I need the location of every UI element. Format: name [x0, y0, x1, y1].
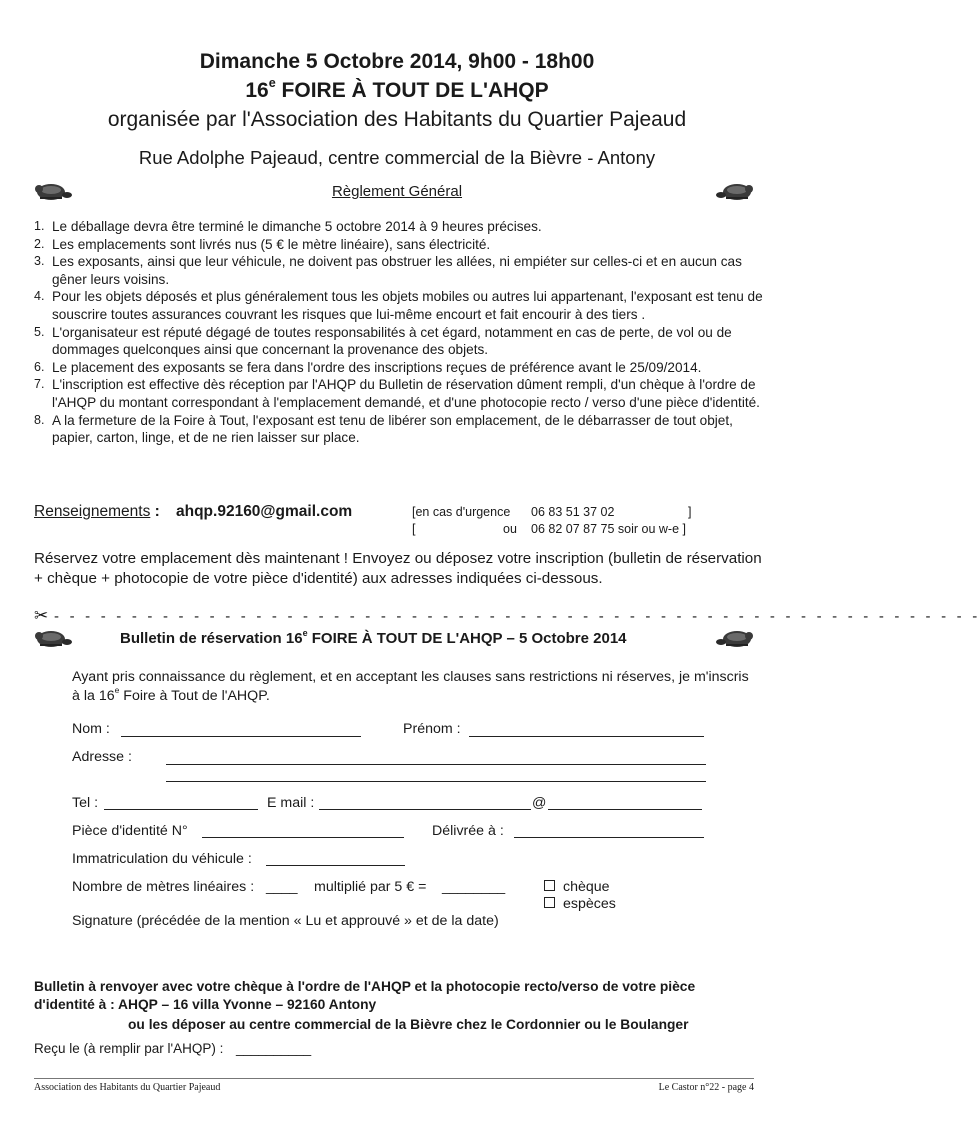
rules-list	[34, 218, 764, 447]
tel-label: Tel :	[72, 795, 99, 811]
immat-field[interactable]	[266, 865, 405, 866]
rule-text: Le déballage devra être terminé le dimanche 5 octobre 2014 à 9 heures précises.	[52, 219, 542, 234]
rule-text: L'inscription est effective dès réception par l'AHQP du Bulletin de réservation dûment rempli, d'un chèque à l'ordre de l'AHQP du montant correspondant à l'emplacement demandé, et d'une photocopie recto / verso d'une pièce d'identité.	[52, 377, 760, 410]
metres-field[interactable]: ____	[266, 879, 298, 895]
beaver-icon	[716, 627, 754, 649]
rule-text: Le placement des exposants se fera dans l'ordre des inscriptions reçues de préférence avant le 25/09/2014.	[52, 359, 702, 375]
list-item	[34, 376, 764, 411]
adresse-field-2[interactable]	[166, 781, 706, 782]
rule-number: 5.	[34, 324, 45, 339]
reglement-title: Règlement Général	[331, 183, 463, 200]
email-field-domain[interactable]	[548, 809, 702, 810]
rule-number: 7.	[34, 377, 45, 392]
rule-text: Pour les objets déposés et plus généralement tous les objets mobiles ou autres lui appartenant, l'exposant est tenu de souscrire toutes assurances couvrant les risques que lui-même encourt et fait encourir à des tiers .	[52, 289, 763, 322]
adresse-field-1[interactable]	[166, 764, 706, 765]
metres-label: Nombre de mètres linéaires :	[72, 879, 255, 895]
send-instructions-line3: ou les déposer au centre commercial de la Bièvre chez le Cordonnier ou le Boulanger	[128, 1017, 689, 1032]
event-edition-number: 16	[245, 79, 269, 102]
cut-line: - - - - - - - - - - - - - - - - - - - - - - - - - - - - - - - - - - - - - - - - - - - - - - - - - - - - - - - - - - - -	[54, 608, 980, 625]
total-field[interactable]: ________	[442, 879, 506, 895]
especes-checkbox[interactable]	[544, 897, 555, 908]
tel-field[interactable]	[104, 809, 258, 810]
list-item	[34, 288, 764, 323]
bulletin-title	[120, 627, 627, 647]
especes-option[interactable]	[544, 896, 616, 912]
delivree-field[interactable]	[514, 837, 704, 838]
contact-label-text: Renseignements	[34, 503, 151, 520]
piece-label: Pièce d'identité N°	[72, 823, 188, 839]
prenom-field[interactable]	[469, 736, 704, 737]
at-sign: @	[532, 795, 547, 811]
scissors-icon: ✂	[34, 606, 49, 625]
bulletin-title-a: Bulletin de réservation 16	[120, 630, 303, 647]
cheque-checkbox[interactable]	[544, 880, 555, 891]
list-item	[34, 359, 764, 377]
recu-field[interactable]: __________	[236, 1041, 312, 1056]
list-item	[34, 412, 764, 447]
rule-number: 3.	[34, 254, 45, 269]
reserve-paragraph: Réservez votre emplacement dès maintenant ! Envoyez ou déposez votre inscription (bulletin de réservation + chèque + photocopie de votre pièce d'identité) aux adresses indiquées ci-dessous.	[34, 550, 762, 587]
event-name-text: FOIRE À TOUT DE L'AHQP	[275, 79, 549, 102]
rule-number: 6.	[34, 359, 45, 374]
location-line: Rue Adolphe Pajeaud, centre commercial de la Bièvre - Antony	[138, 147, 656, 168]
rule-number: 1.	[34, 219, 45, 233]
immat-label: Immatriculation du véhicule :	[72, 851, 252, 867]
send-instructions-line1: Bulletin à renvoyer avec votre chèque à l'ordre de l'AHQP et la photocopie recto/verso de votre pièce	[34, 979, 696, 994]
nom-field[interactable]	[121, 736, 361, 737]
list-item	[34, 253, 764, 288]
multiplie-label: multiplié par 5 € =	[314, 879, 427, 895]
rule-number: 4.	[34, 289, 45, 304]
rule-number: 2.	[34, 236, 45, 251]
footer-page: Le Castor n°22 - page 4	[658, 1082, 754, 1093]
organizer-line: organisée par l'Association des Habitants du Quartier Pajeaud	[107, 108, 687, 131]
urgence-bracket-close: ]	[688, 505, 692, 519]
bulletin-intro-a: Ayant pris connaissance du règlement, et en acceptant les clauses sans restrictions ni réserves, je m'inscris à la 16	[72, 669, 749, 704]
rule-text: Les exposants, ainsi que leur véhicule, ne doivent pas obstruer les allées, ni empiéter sur celles-ci et en aucun cas gêner leurs voisins.	[52, 254, 742, 287]
beaver-icon	[34, 627, 72, 649]
recu-label: Reçu le (à remplir par l'AHQP) :	[34, 1041, 224, 1056]
nom-label: Nom :	[72, 721, 110, 737]
footer-divider	[34, 1078, 754, 1079]
urgence-phone-1: 06 83 51 37 02	[531, 505, 615, 519]
especes-label: espèces	[563, 896, 616, 912]
delivree-label: Délivrée à :	[432, 823, 504, 839]
bulletin-intro-sup: e	[114, 684, 120, 695]
rule-text: Les emplacements sont livrés nus (5 € le mètre linéaire), sans électricité.	[52, 236, 491, 252]
prenom-label: Prénom :	[403, 721, 461, 737]
list-item	[34, 236, 764, 254]
contact-label	[34, 503, 160, 521]
event-name-title	[0, 76, 794, 103]
send-instructions-line2: d'identité à : AHQP – 16 villa Yvonne – 92160 Antony	[34, 997, 377, 1012]
urgence-phone-2: 06 82 07 87 75 soir ou w-e ]	[531, 522, 686, 536]
urgence-ou: ou	[503, 522, 517, 536]
event-date-title: Dimanche 5 Octobre 2014, 9h00 - 18h00	[199, 50, 595, 73]
footer-association: Association des Habitants du Quartier Pajeaud	[34, 1082, 221, 1093]
contact-email[interactable]: ahqp.92160@gmail.com	[176, 503, 353, 520]
bulletin-intro	[72, 668, 752, 705]
bulletin-intro-b: Foire à Tout de l'AHQP.	[119, 687, 270, 704]
event-edition-suffix: e	[268, 76, 276, 91]
urgence-label: [en cas d'urgence	[412, 505, 511, 519]
email-field-user[interactable]	[319, 809, 531, 810]
urgence-bracket-open: [	[412, 522, 416, 536]
piece-field[interactable]	[202, 837, 404, 838]
cheque-option[interactable]	[544, 879, 610, 895]
signature-label: Signature (précédée de la mention « Lu et approuvé » et de la date)	[72, 913, 499, 929]
rule-text: A la fermeture de la Foire à Tout, l'exposant est tenu de libérer son emplacement, de le débarrasser de tout objet, papier, carton, linge, et de ne rien laisser sur place.	[52, 412, 733, 446]
list-item	[34, 324, 764, 359]
bulletin-title-b: FOIRE À TOUT DE L'AHQP – 5 Octobre 2014	[307, 630, 627, 647]
rule-text: L'organisateur est réputé dégagé de toutes responsabilités à cet égard, notamment en cas de perte, de vol ou de dommages quelconques ainsi que concernant la provenance des objets.	[52, 324, 732, 358]
adresse-label: Adresse :	[72, 749, 132, 765]
list-item	[34, 218, 764, 236]
contact-colon: :	[154, 503, 160, 520]
cheque-label: chèque	[563, 879, 610, 895]
bulletin-title-sup: e	[302, 627, 308, 638]
rule-number: 8.	[34, 412, 45, 427]
email-label: E mail :	[267, 795, 315, 811]
